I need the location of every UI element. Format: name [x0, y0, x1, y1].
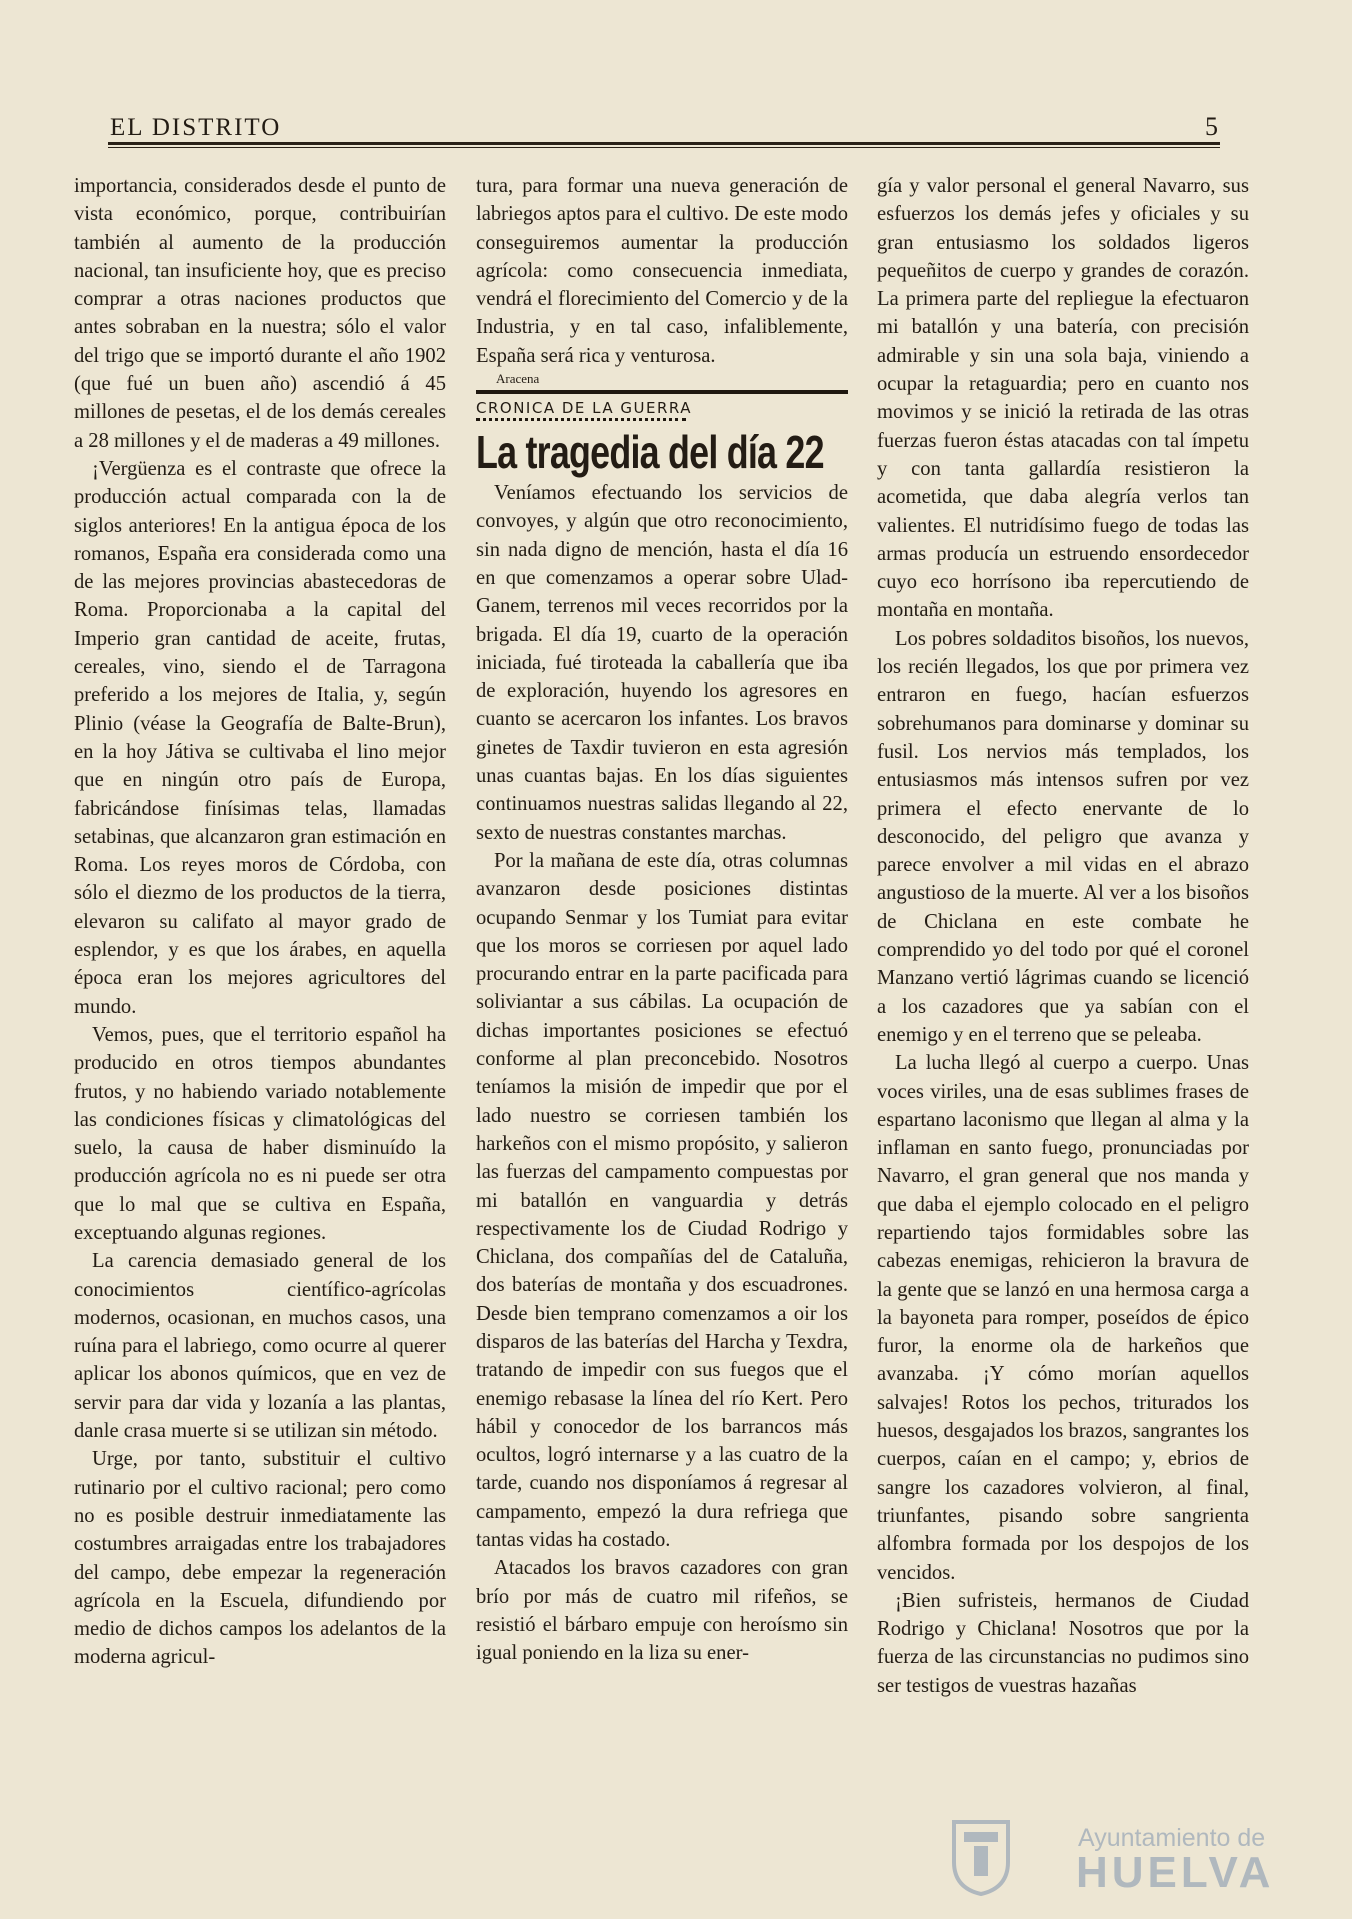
column-1 [74, 172, 446, 1672]
paragraph: Urge, por tanto, substituir el cultivo rutinario por el cultivo racional; pero como no es posible destruir inmediatamente las costumbres arraigadas entre los trabajadores del campo, debe empezar la regeneración agrícola en la Escuela, difundiendo por medio de dichos campos los adelantos de la moderna agricul- [74, 1448, 446, 1669]
paragraph: Los pobres soldaditos bisoños, los nuevos, los recién llegados, los que por primera vez entraron en fuego, hacían esfuerzos sobrehumanos para dominarse y dominar su fusil. Los nervios más templados, los entusiasmos más intensos sufren por vez primera el efecto enervante de lo desconocido, del peligro que avanza y parece envolver a mil vidas en el abrazo angustioso de la muerte. Al ver a los bisoños de Chiclana en este combate he comprendido yo del todo por qué el coronel Manzano vertió lágrimas cuando se licenció a los cazadores que ya sabían con el enemigo y en el terreno que se peleaba. [877, 627, 1249, 1046]
paragraph: importancia, considerados desde el punto de vista económico, porque, contribuirían también al aumento de la producción nacional, tan insuficiente hoy, que es preciso comprar a otras naciones productos que antes sobraban en la nuestra; sólo el valor del trigo que se importó durante el año 1902 (que fué un buen año) ascendió á 45 millones de pesetas, el de los demás cereales a 28 millones y el de maderas a 49 millones. [74, 175, 446, 452]
paragraph: Atacados los bravos cazadores con gran brío por más de cuatro mil rifeños, se resistió el bárbaro empuje con heroísmo sin igual poniendo en la liza su ener- [476, 1557, 848, 1665]
watermark-line-2: HUELVA [1076, 1848, 1275, 1897]
watermark [950, 1818, 1275, 1898]
paragraph: tura, para formar una nueva generación de labriegos aptos para el cultivo. De este modo conseguiremos aumentar la producción agrícola: como consecuencia inmediata, vendrá el florecimiento del Comercio y de la Industria, y en tal caso, infaliblemente, España será rica y venturosa. [476, 175, 848, 367]
section-rule [476, 390, 848, 394]
page-number: 5 [1205, 112, 1218, 141]
paragraph: ¡Vergüenza es el contraste que ofrece la producción actual comparada con la de siglos anteriores! En la antigua época de los romanos, España era considerada como una de las mejores provincias abastecedoras de Roma. Proporcionaba a la capital del Imperio gran cantidad de aceite, frutas, cereales, vino, siendo el de Tarragona preferido a los mejores de Italia, y, según Plinio (véase la Geografía de Balte-Brun), en la hoy Játiva se cultivaba el lino mejor que en ningún otro país de Europa, fabricándose finísimas telas, llamadas setabinas, que alcanzaron gran estimación en Roma. Los reyes moros de Córdoba, con sólo el diezmo de los productos de la tierra, elevaron su califato al mayor grado de esplendor, y es que los árabes, en aquella época eran los mejores agricultores del mundo. [74, 457, 446, 1018]
section-dotted-rule [476, 418, 686, 421]
watermark-line-1: Ayuntamiento de [1078, 1824, 1266, 1852]
header-rule [108, 142, 1220, 145]
section-title: CRONICA DE LA GUERRA [476, 399, 692, 418]
article-headline: La tragedia del día 22 [476, 426, 824, 479]
column-3 [877, 172, 1249, 1700]
column-2 [476, 172, 848, 1668]
paragraph: La carencia demasiado general de los conocimientos científico-agrícolas modernos, ocasionan, en muchos casos, una ruína para el labriego, como ocurre al querer aplicar los abonos químicos, que en vez de servir para dar vida y lozanía a las plantas, danle crasa muerte si se utilizan sin método. [74, 1250, 446, 1443]
header-rule-thin [108, 147, 1220, 148]
newspaper-title: EL DISTRITO [110, 114, 282, 141]
coat-of-arms-icon [950, 1818, 1012, 1896]
paragraph: Por la mañana de este día, otras columnas avanzaron desde posiciones distintas ocupando Senmar y los Tumiat para evitar que los moros se corriesen por aquel lado procurando entrar en la parte pacificada para soliviantar a sus cábilas. La ocupación de dichas importantes posiciones se efectuó conforme al plan preconcebido. Nosotros teníamos la misión de impedir que por el lado nuestro se corriesen también los harkeños con el mismo propósito, y salieron las fuerzas del campamento compuestas por mi batallón en vanguardia y detrás respectivamente los de Ciudad Rodrigo y Chiclana, dos compañías del de Cataluña, dos baterías de montaña y dos escuadrones. Desde bien temprano comenzamos a oir los disparos de las baterías del Harcha y Texdra, tratando de impedir con sus fuegos que el enemigo rebasase la línea del río Kert. Pero hábil y conocedor de los barrancos más ocultos, logró internarse y a las cuatro de la tarde, cuando nos disponíamos á regresar al campamento, empezó la dura refriega que tantas vidas ha costado. [476, 849, 848, 1552]
paragraph: gía y valor personal el general Navarro, sus esfuerzos los demás jefes y oficiales y su gran entusiasmo los soldados ligeros pequeñitos de cuerpo y grandes de corazón. La primera parte del repliegue la efectuaron mi batallón y una batería, con precisión admirable y sin una sola baja, viniendo a ocupar la retaguardia; pero en cuanto nos movimos y se inició la retirada de las otras fuerzas fueron éstas atacadas con tal ímpetu y con tanta gallardía resistieron la acometida, que daba alegría verlos tan valientes. El nutridísimo fuego de todas las armas producía un estruendo ensordecedor cuyo eco horrísono iba repercutiendo de montaña en montaña. [877, 175, 1249, 622]
paragraph: Vemos, pues, que el territorio español ha producido en otros tiempos abundantes frutos, y no habiendo variado notablemente las condiciones físicas y climatológicas del suelo, la causa de haber disminuído la producción agrícola no es ni puede ser otra que lo mal que se cultiva en España, exceptuando algunas regiones. [74, 1023, 446, 1244]
article-signature: Aracena [496, 371, 540, 387]
paragraph: La lucha llegó al cuerpo a cuerpo. Unas voces viriles, una de esas sublimes frases de espartano laconismo que llegan al alma y la inflaman en santo fuego, pronunciadas por Navarro, el gran general que nos manda y que daba el ejemplo colocado en el peligro repartiendo tajos formidables sobre las cabezas enemigas, rehicieron la bravura de la gente que se lanzó en una hermosa carga a la bayoneta para romper, poseídos de épico furor, la enorme ola de harkeños que avanzaba. ¡Y cómo morían aquellos salvajes! Rotos los pechos, triturados los huesos, desgajados los brazos, sangrantes los cuerpos, caían en el campo; y, ebrios de sangre los cazadores volvieron, al final, triunfantes, pisando sobre sangrienta alfombra formada por los despojos de los vencidos. [877, 1052, 1249, 1584]
paragraph: ¡Bien sufristeis, hermanos de Ciudad Rodrigo y Chiclana! Nosotros que por la fuerza de las circunstancias no pudimos sino ser testigos de vuestras hazañas [877, 1589, 1249, 1697]
paragraph: Veníamos efectuando los servicios de convoyes, y algún que otro reconocimiento, sin nada digno de mención, hasta el día 16 en que comenzamos a operar sobre Ulad-Ganem, terrenos mil veces recorridos por la brigada. El día 19, cuarto de la operación iniciada, fué tiroteada la caballería que iba de exploración, huyendo los agresores en cuanto se acercaron los infantes. Los bravos ginetes de Taxdir tuvieron en esta agresión unas cuantas bajas. En los días siguientes continuamos nuestras salidas llegando al 22, sexto de nuestras constantes marchas. [476, 482, 848, 844]
